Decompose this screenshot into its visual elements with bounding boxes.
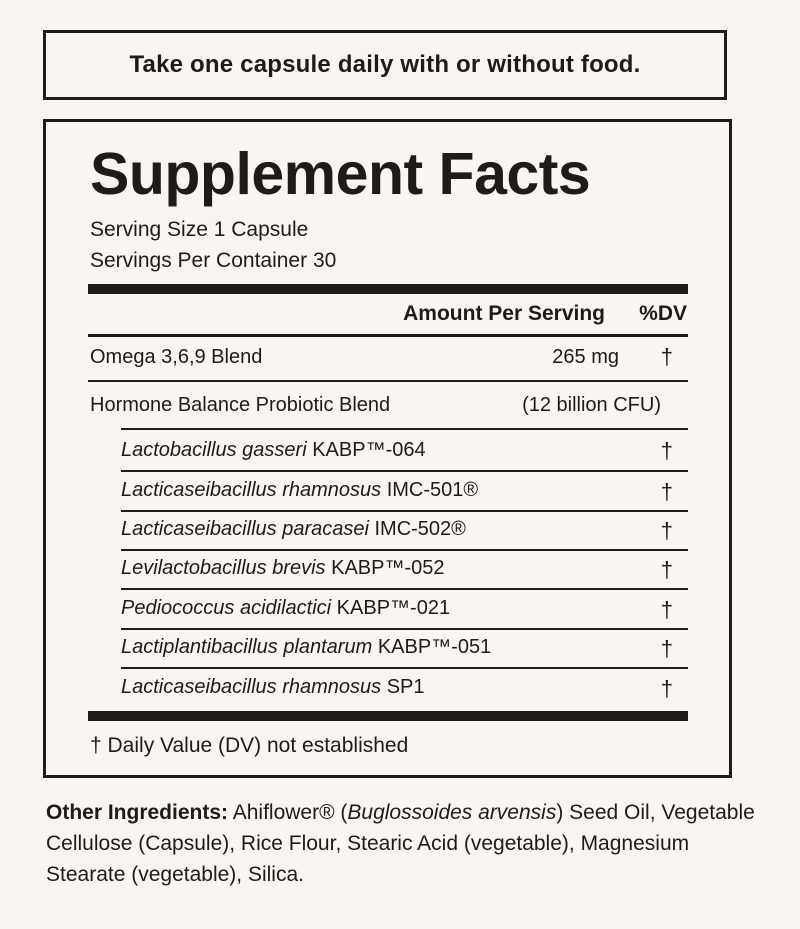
strain-code: KABP™-021 bbox=[336, 597, 451, 619]
other-ingredients-text-1: Ahiflower® ( bbox=[232, 801, 348, 824]
strain-species: Lacticaseibacillus rhamnosus bbox=[121, 479, 382, 501]
strain-species: Lacticaseibacillus paracasei bbox=[121, 518, 369, 540]
strain-dv: † bbox=[660, 479, 673, 504]
strain-dv: † bbox=[660, 557, 673, 582]
row-rule bbox=[121, 549, 688, 551]
row-rule bbox=[121, 667, 688, 669]
omega-amount: 265 mg bbox=[552, 346, 619, 368]
strain-dv: † bbox=[660, 676, 673, 701]
row-rule bbox=[121, 628, 688, 630]
facts-title: Supplement Facts bbox=[90, 141, 591, 207]
strain-code: IMC-501® bbox=[386, 479, 479, 501]
header-rule bbox=[88, 334, 688, 337]
other-ingredients-text-2: ) Seed Oil, Vegetable Cellulose (Capsule), Rice Flour, Stearic Acid (vegetable), Magnesium Stearate (vegetable), Silica. bbox=[46, 801, 755, 886]
row-rule bbox=[121, 588, 688, 590]
top-thick-rule bbox=[88, 284, 688, 294]
strain-dv: † bbox=[660, 518, 673, 543]
strain-code: KABP™-051 bbox=[377, 636, 492, 658]
row-rule bbox=[88, 380, 688, 382]
dv-footnote: † Daily Value (DV) not established bbox=[90, 734, 409, 757]
strain-code: KABP™-052 bbox=[331, 557, 445, 579]
strain-species: Levilactobacillus brevis bbox=[121, 557, 326, 579]
strain-code: SP1 bbox=[386, 676, 425, 698]
header-dv: %DV bbox=[639, 302, 687, 325]
strain-dv: † bbox=[660, 597, 673, 622]
bottom-thick-rule bbox=[88, 711, 688, 721]
other-ingredients-label: Other Ingredients: bbox=[46, 801, 229, 824]
strain-species: Lactiplantibacillus plantarum bbox=[121, 636, 373, 658]
row-rule bbox=[121, 510, 688, 512]
row-rule bbox=[121, 470, 688, 472]
directions-text: Take one capsule daily with or without food. bbox=[129, 51, 641, 78]
strain-species: Pediococcus acidilactici bbox=[121, 597, 332, 619]
supplement-facts-panel bbox=[43, 119, 732, 778]
omega-label: Omega 3,6,9 Blend bbox=[90, 346, 263, 368]
other-ingredients bbox=[46, 797, 766, 890]
strain-code: IMC-502® bbox=[374, 518, 466, 540]
other-ingredients-italic: Buglossoides arvensis bbox=[347, 801, 557, 824]
probiotic-label: Hormone Balance Probiotic Blend bbox=[90, 394, 391, 416]
servings-per-container: Servings Per Container 30 bbox=[90, 249, 337, 272]
probiotic-amount: (12 billion CFU) bbox=[522, 394, 661, 416]
row-rule bbox=[121, 428, 688, 430]
strain-code: KABP™-064 bbox=[312, 439, 426, 461]
directions-box bbox=[43, 30, 727, 100]
strain-species: Lactobacillus gasseri bbox=[121, 439, 307, 461]
strain-dv: † bbox=[660, 636, 673, 661]
serving-size: Serving Size 1 Capsule bbox=[90, 218, 309, 241]
omega-dv: † bbox=[660, 344, 673, 369]
header-amount: Amount Per Serving bbox=[403, 302, 605, 325]
strain-species: Lacticaseibacillus rhamnosus bbox=[121, 676, 382, 698]
strain-dv: † bbox=[660, 438, 673, 463]
